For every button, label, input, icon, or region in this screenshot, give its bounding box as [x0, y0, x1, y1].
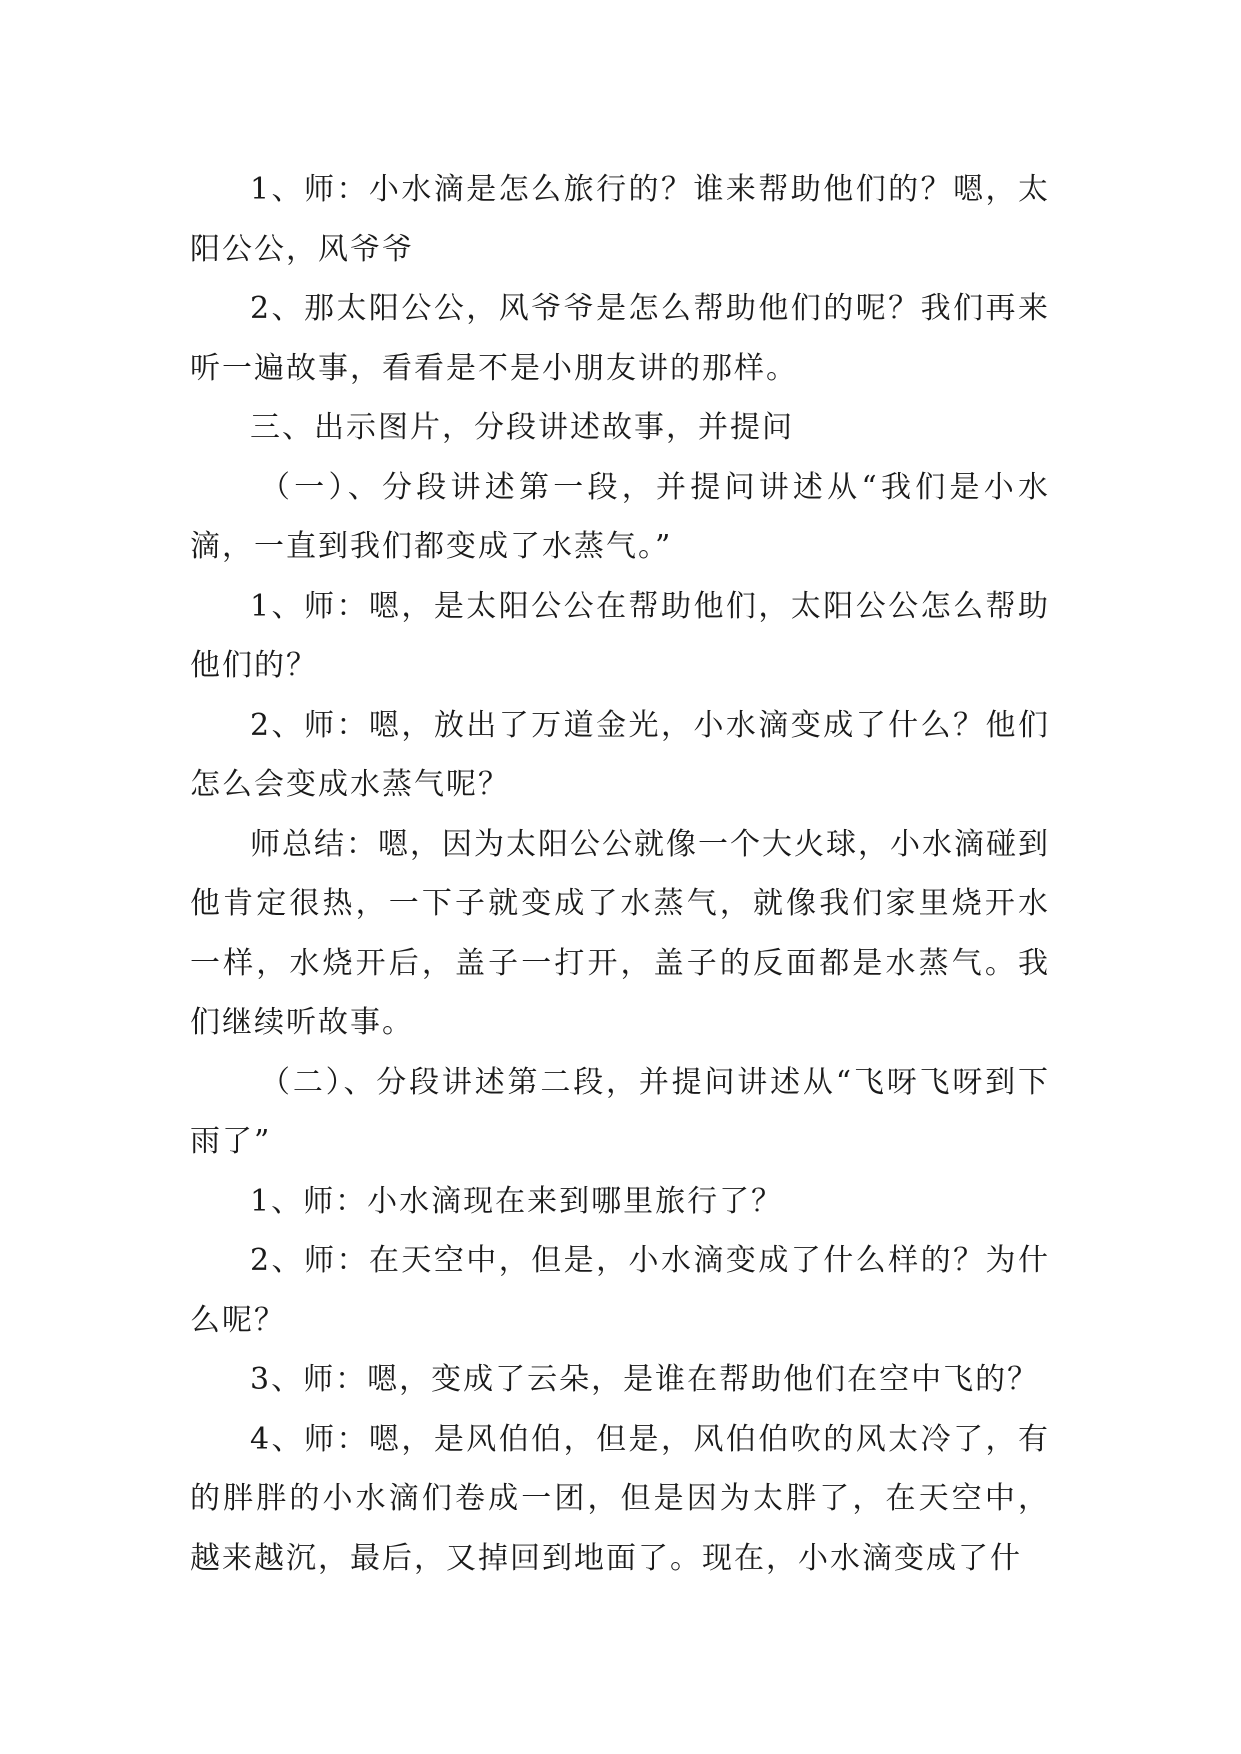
paragraph: 4、师：嗯，是风伯伯，但是，风伯伯吹的风太冷了，有的胖胖的小水滴们卷成一团，但是因为太胖了，在天空中，越来越沉，最后，又掉回到地面了。现在，小水滴变成了什	[190, 1421, 1050, 1576]
subsection-heading: （一）、分段讲述第一段，并提问讲述从“我们是小水滴，一直到我们都变成了水蒸气。”	[190, 469, 1050, 564]
paragraph: 2、师：在天空中，但是，小水滴变成了什么样的？为什么呢？	[190, 1243, 1050, 1338]
paragraph: 1、师：小水滴是怎么旅行的？谁来帮助他们的？嗯，太阳公公，风爷爷	[190, 172, 1050, 267]
document-body	[190, 160, 1050, 1588]
paragraph: 1、师：小水滴现在来到哪里旅行了？	[250, 1183, 784, 1219]
paragraph: 2、那太阳公公，风爷爷是怎么帮助他们的呢？我们再来听一遍故事，看看是不是小朋友讲的那样。	[190, 291, 1050, 386]
paragraph: 2、师：嗯，放出了万道金光，小水滴变成了什么？他们怎么会变成水蒸气呢？	[190, 707, 1050, 802]
paragraph: 1、师：嗯，是太阳公公在帮助他们，太阳公公怎么帮助他们的？	[190, 588, 1050, 683]
paragraph: 师总结：嗯，因为太阳公公就像一个大火球，小水滴碰到他肯定很热，一下子就变成了水蒸气，就像我们家里烧开水一样，水烧开后，盖子一打开，盖子的反面都是水蒸气。我们继续听故事。	[190, 826, 1050, 1040]
paragraph: 3、师：嗯，变成了云朵，是谁在帮助他们在空中飞的？	[250, 1362, 1040, 1397]
section-heading: 三、出示图片，分段讲述故事，并提问	[250, 410, 794, 445]
subsection-heading: （二）、分段讲述第二段，并提问讲述从“飞呀飞呀到下雨了”	[190, 1064, 1050, 1159]
